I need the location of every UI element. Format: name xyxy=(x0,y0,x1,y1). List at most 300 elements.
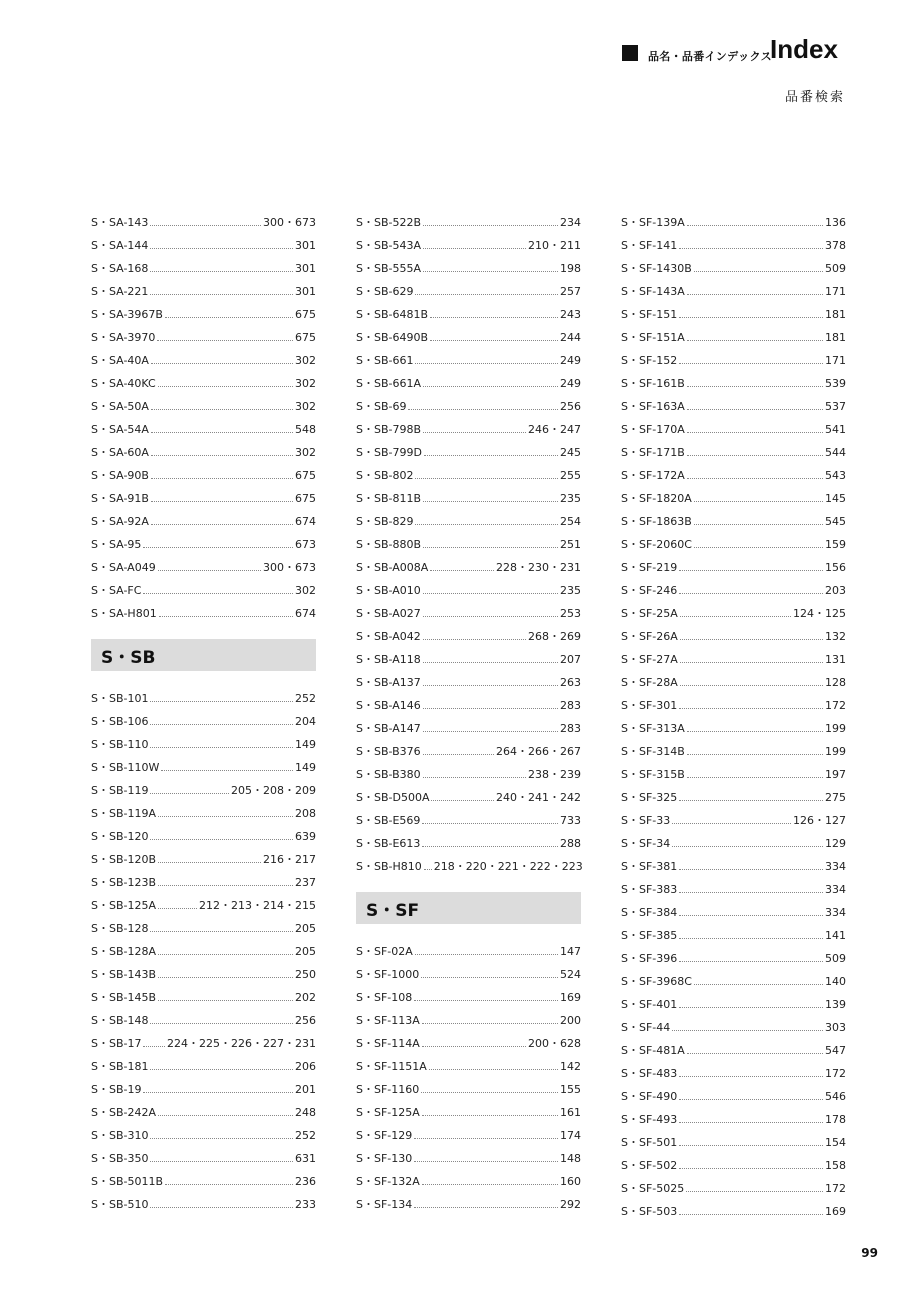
page-reference: 300・673 xyxy=(263,561,316,574)
leader-dots xyxy=(151,409,293,410)
page-reference: 161 xyxy=(560,1106,581,1119)
product-code: S・SA-90B xyxy=(91,469,149,482)
leader-dots xyxy=(415,478,558,479)
index-entry xyxy=(91,391,316,414)
leader-dots xyxy=(694,984,823,985)
page-reference: 203 xyxy=(825,584,846,597)
leader-dots xyxy=(151,478,293,479)
index-entry xyxy=(91,1005,316,1028)
product-code: S・SB-798B xyxy=(356,423,422,436)
page-reference: 243 xyxy=(560,308,581,321)
index-entry xyxy=(356,345,581,368)
product-code: S・SF-381 xyxy=(621,860,678,873)
product-code: S・SF-314B xyxy=(621,745,685,758)
product-code: S・SF-130 xyxy=(356,1152,413,1165)
product-code: S・SF-125A xyxy=(356,1106,420,1119)
leader-dots xyxy=(143,547,293,548)
page-reference: 178 xyxy=(825,1113,846,1126)
leader-dots xyxy=(408,409,558,410)
page-reference: 132 xyxy=(825,630,846,643)
leader-dots xyxy=(151,432,293,433)
product-code: S・SB-143B xyxy=(91,968,157,981)
index-entry xyxy=(621,1150,846,1173)
page-reference: 129 xyxy=(825,837,846,850)
page-reference: 155 xyxy=(560,1083,581,1096)
product-code: S・SF-151A xyxy=(621,331,685,344)
product-code: S・SF-1820A xyxy=(621,492,692,505)
product-code: S・SF-163A xyxy=(621,400,685,413)
leader-dots xyxy=(430,317,558,318)
product-code: S・SF-490 xyxy=(621,1090,678,1103)
product-code: S・SB-120B xyxy=(91,853,157,866)
page-reference: 205 xyxy=(295,922,316,935)
leader-dots xyxy=(150,793,229,794)
page-reference: 544 xyxy=(825,446,846,459)
index-entry xyxy=(356,529,581,552)
product-code: S・SF-129 xyxy=(356,1129,413,1142)
product-code: S・SA-168 xyxy=(91,262,149,275)
product-code: S・SB-799D xyxy=(356,446,422,459)
product-code: S・SB-242A xyxy=(91,1106,157,1119)
index-entry xyxy=(356,1143,581,1166)
page-reference: 301 xyxy=(295,239,316,252)
index-entry xyxy=(91,345,316,368)
product-code: S・SA-60A xyxy=(91,446,149,459)
page-reference: 254 xyxy=(560,515,581,528)
page-reference: 169 xyxy=(560,991,581,1004)
page-reference: 141 xyxy=(825,929,846,942)
page-reference: 235 xyxy=(560,492,581,505)
leader-dots xyxy=(694,547,823,548)
index-entry xyxy=(621,207,846,230)
index-entry xyxy=(356,667,581,690)
leader-dots xyxy=(679,593,823,594)
product-code: S・SA-FC xyxy=(91,584,142,597)
leader-dots xyxy=(423,731,558,732)
index-entry xyxy=(91,1189,316,1212)
leader-dots xyxy=(423,685,558,686)
leader-dots xyxy=(431,800,494,801)
leader-dots xyxy=(687,409,823,410)
page-reference: 201 xyxy=(295,1083,316,1096)
index-entry xyxy=(621,851,846,874)
page-reference: 154 xyxy=(825,1136,846,1149)
product-code: S・SF-1430B xyxy=(621,262,692,275)
page-reference: 264・266・267 xyxy=(496,745,581,758)
index-entry xyxy=(621,805,846,828)
leader-dots xyxy=(158,816,293,817)
leader-dots xyxy=(422,1184,558,1185)
leader-dots xyxy=(672,1030,823,1031)
product-code: S・SB-A008A xyxy=(356,561,429,574)
product-code: S・SA-H801 xyxy=(91,607,157,620)
product-code: S・SB-69 xyxy=(356,400,407,413)
leader-dots xyxy=(150,701,293,702)
product-code: S・SB-101 xyxy=(91,692,149,705)
leader-dots xyxy=(679,1122,823,1123)
product-code: S・SB-B380 xyxy=(356,768,421,781)
page-reference: 171 xyxy=(825,354,846,367)
product-code: S・SA-144 xyxy=(91,239,149,252)
index-entry xyxy=(356,1028,581,1051)
index-entry xyxy=(356,644,581,667)
page-reference: 172 xyxy=(825,1182,846,1195)
index-entry xyxy=(621,391,846,414)
product-code: S・SF-27A xyxy=(621,653,678,666)
page-reference: 509 xyxy=(825,952,846,965)
leader-dots xyxy=(143,593,293,594)
page-reference: 302 xyxy=(295,446,316,459)
leader-dots xyxy=(687,478,823,479)
product-code: S・SB-6490B xyxy=(356,331,429,344)
leader-dots xyxy=(150,747,293,748)
page-reference: 257 xyxy=(560,285,581,298)
index-entry xyxy=(356,575,581,598)
page-reference: 240・241・242 xyxy=(496,791,581,804)
leader-dots xyxy=(158,386,293,387)
leader-dots xyxy=(679,961,823,962)
leader-dots xyxy=(679,248,823,249)
product-code: S・SA-221 xyxy=(91,285,149,298)
index-entry xyxy=(91,1028,316,1051)
index-entry xyxy=(91,529,316,552)
page-reference: 246・247 xyxy=(528,423,581,436)
index-entry xyxy=(621,874,846,897)
page-reference: 204 xyxy=(295,715,316,728)
page-reference: 159 xyxy=(825,538,846,551)
index-entry xyxy=(91,1051,316,1074)
leader-dots xyxy=(165,1184,293,1185)
page-reference: 174 xyxy=(560,1129,581,1142)
page-reference: 301 xyxy=(295,262,316,275)
page-reference: 256 xyxy=(295,1014,316,1027)
page-reference: 252 xyxy=(295,1129,316,1142)
leader-dots xyxy=(430,570,494,571)
product-code: S・SF-401 xyxy=(621,998,678,1011)
index-entry xyxy=(621,506,846,529)
page-reference: 199 xyxy=(825,745,846,758)
page-reference: 197 xyxy=(825,768,846,781)
index-entry xyxy=(356,736,581,759)
page-reference: 244 xyxy=(560,331,581,344)
product-code: S・SB-6481B xyxy=(356,308,429,321)
page-reference: 248 xyxy=(295,1106,316,1119)
product-code: S・SB-A147 xyxy=(356,722,421,735)
leader-dots xyxy=(679,1076,823,1077)
page-reference: 256 xyxy=(560,400,581,413)
page-reference: 249 xyxy=(560,354,581,367)
page-reference: 216・217 xyxy=(263,853,316,866)
product-code: S・SF-114A xyxy=(356,1037,420,1050)
page-reference: 251 xyxy=(560,538,581,551)
product-code: S・SF-151 xyxy=(621,308,678,321)
index-entry xyxy=(356,936,581,959)
page-reference: 149 xyxy=(295,738,316,751)
page-reference: 235 xyxy=(560,584,581,597)
product-code: S・SF-315B xyxy=(621,768,685,781)
leader-dots xyxy=(680,685,823,686)
page-title: Index xyxy=(770,34,838,64)
index-entry xyxy=(356,1097,581,1120)
leader-dots xyxy=(679,938,823,939)
page-reference: 302 xyxy=(295,584,316,597)
index-entry xyxy=(621,552,846,575)
product-code: S・SF-34 xyxy=(621,837,671,850)
product-code: S・SF-3968C xyxy=(621,975,692,988)
leader-dots xyxy=(672,823,791,824)
product-code: S・SF-152 xyxy=(621,354,678,367)
page-reference: 234 xyxy=(560,216,581,229)
product-code: S・SF-141 xyxy=(621,239,678,252)
product-code: S・SF-172A xyxy=(621,469,685,482)
leader-dots xyxy=(423,616,558,617)
leader-dots xyxy=(151,501,293,502)
page-reference: 208 xyxy=(295,807,316,820)
page-reference: 378 xyxy=(825,239,846,252)
page-reference: 268・269 xyxy=(528,630,581,643)
index-entry xyxy=(356,368,581,391)
index-entry xyxy=(621,414,846,437)
index-entry xyxy=(91,276,316,299)
leader-dots xyxy=(423,271,558,272)
leader-dots xyxy=(161,770,293,771)
leader-dots xyxy=(415,294,558,295)
index-entry xyxy=(91,1097,316,1120)
index-entry xyxy=(356,851,581,874)
product-code: S・SB-145B xyxy=(91,991,157,1004)
leader-dots xyxy=(158,954,293,955)
leader-dots xyxy=(150,294,293,295)
index-entry xyxy=(621,920,846,943)
index-entry xyxy=(621,437,846,460)
leader-dots xyxy=(150,724,293,725)
index-entry xyxy=(356,1120,581,1143)
page-reference: 172 xyxy=(825,1067,846,1080)
page-reference: 302 xyxy=(295,400,316,413)
product-code: S・SB-661 xyxy=(356,354,414,367)
index-entry xyxy=(621,575,846,598)
leader-dots xyxy=(687,777,823,778)
page-reference: 238・239 xyxy=(528,768,581,781)
page-reference: 126・127 xyxy=(793,814,846,827)
product-code: S・SF-246 xyxy=(621,584,678,597)
leader-dots xyxy=(422,823,558,824)
product-code: S・SB-E613 xyxy=(356,837,421,850)
leader-dots xyxy=(423,501,558,502)
index-entry xyxy=(621,460,846,483)
index-entry xyxy=(356,437,581,460)
leader-dots xyxy=(423,547,558,548)
page-reference: 275 xyxy=(825,791,846,804)
page-reference: 198 xyxy=(560,262,581,275)
index-entry xyxy=(621,529,846,552)
leader-dots xyxy=(423,777,526,778)
index-entry xyxy=(91,959,316,982)
index-entry xyxy=(356,982,581,1005)
leader-dots xyxy=(679,708,823,709)
leader-dots xyxy=(687,386,823,387)
product-code: S・SB-110 xyxy=(91,738,149,751)
leader-dots xyxy=(679,1099,823,1100)
index-entry xyxy=(621,1081,846,1104)
index-entry xyxy=(91,1143,316,1166)
product-code: S・SB-A027 xyxy=(356,607,421,620)
leader-dots xyxy=(414,1161,558,1162)
leader-dots xyxy=(679,1145,823,1146)
index-entry xyxy=(621,828,846,851)
leader-dots xyxy=(159,616,293,617)
product-code: S・SF-170A xyxy=(621,423,685,436)
page-reference: 250 xyxy=(295,968,316,981)
product-code: S・SB-5011B xyxy=(91,1175,164,1188)
product-code: S・SA-3970 xyxy=(91,331,156,344)
page-reference: 255 xyxy=(560,469,581,482)
page-reference: 546 xyxy=(825,1090,846,1103)
page-reference: 674 xyxy=(295,607,316,620)
index-entry xyxy=(356,959,581,982)
page-reference: 245 xyxy=(560,446,581,459)
product-code: S・SB-19 xyxy=(91,1083,142,1096)
leader-dots xyxy=(680,616,791,617)
index-entry xyxy=(91,1166,316,1189)
page-reference: 205 xyxy=(295,945,316,958)
leader-dots xyxy=(679,800,823,801)
leader-dots xyxy=(158,977,293,978)
page-reference: 139 xyxy=(825,998,846,1011)
index-entry xyxy=(91,575,316,598)
leader-dots xyxy=(143,1046,165,1047)
leader-dots xyxy=(423,432,526,433)
page-reference: 158 xyxy=(825,1159,846,1172)
page-reference: 237 xyxy=(295,876,316,889)
product-code: S・SF-493 xyxy=(621,1113,678,1126)
leader-dots xyxy=(143,1092,293,1093)
index-entry xyxy=(621,1012,846,1035)
product-code: S・SB-811B xyxy=(356,492,422,505)
page-reference: 283 xyxy=(560,699,581,712)
product-code: S・SF-161B xyxy=(621,377,685,390)
product-code: S・SF-384 xyxy=(621,906,678,919)
leader-dots xyxy=(679,1168,823,1169)
index-entry xyxy=(356,1074,581,1097)
product-code: S・SF-33 xyxy=(621,814,671,827)
index-entry xyxy=(621,759,846,782)
product-code: S・SA-54A xyxy=(91,423,149,436)
product-code: S・SF-301 xyxy=(621,699,678,712)
leader-dots xyxy=(687,225,823,226)
product-code: S・SB-661A xyxy=(356,377,422,390)
product-code: S・SF-325 xyxy=(621,791,678,804)
leader-dots xyxy=(679,869,823,870)
product-code: S・SF-219 xyxy=(621,561,678,574)
product-code: S・SB-181 xyxy=(91,1060,149,1073)
index-entry xyxy=(356,207,581,230)
page-reference: 283 xyxy=(560,722,581,735)
index-entry xyxy=(91,368,316,391)
page-reference: 142 xyxy=(560,1060,581,1073)
index-entry xyxy=(621,1104,846,1127)
product-code: S・SB-629 xyxy=(356,285,414,298)
leader-dots xyxy=(150,1069,293,1070)
product-code: S・SF-313A xyxy=(621,722,685,735)
index-entry xyxy=(91,890,316,913)
leader-dots xyxy=(422,1115,558,1116)
index-entry xyxy=(91,867,316,890)
page-reference: 212・213・214・215 xyxy=(199,899,316,912)
page-reference: 207 xyxy=(560,653,581,666)
index-entry xyxy=(91,414,316,437)
product-code: S・SF-143A xyxy=(621,285,685,298)
page-reference: 733 xyxy=(560,814,581,827)
page-reference: 145 xyxy=(825,492,846,505)
page-reference: 300・673 xyxy=(263,216,316,229)
index-column-1 xyxy=(91,207,316,1212)
page-reference: 199 xyxy=(825,722,846,735)
index-entry xyxy=(356,552,581,575)
product-code: S・SB-A118 xyxy=(356,653,421,666)
index-entry xyxy=(91,752,316,775)
leader-dots xyxy=(158,862,261,863)
index-entry xyxy=(621,276,846,299)
leader-dots xyxy=(415,363,558,364)
product-code: S・SF-5025 xyxy=(621,1182,685,1195)
page-reference: 171 xyxy=(825,285,846,298)
page-reference: 252 xyxy=(295,692,316,705)
product-code: S・SF-1000 xyxy=(356,968,420,981)
product-code: S・SF-1160 xyxy=(356,1083,420,1096)
page-reference: 674 xyxy=(295,515,316,528)
product-code: S・SF-02A xyxy=(356,945,413,958)
leader-dots xyxy=(157,340,293,341)
index-entry xyxy=(356,621,581,644)
product-code: S・SB-128 xyxy=(91,922,149,935)
index-entry xyxy=(621,322,846,345)
leader-dots xyxy=(424,869,432,870)
section-heading: S・SB xyxy=(91,639,316,671)
leader-dots xyxy=(150,1138,293,1139)
product-code: S・SF-483 xyxy=(621,1067,678,1080)
page-reference: 124・125 xyxy=(793,607,846,620)
product-code: S・SF-171B xyxy=(621,446,685,459)
index-entry xyxy=(91,844,316,867)
index-entry xyxy=(91,299,316,322)
index-entry xyxy=(621,690,846,713)
leader-dots xyxy=(687,294,823,295)
index-entry xyxy=(91,207,316,230)
product-code: S・SB-A042 xyxy=(356,630,421,643)
product-code: S・SF-503 xyxy=(621,1205,678,1218)
page-reference: 675 xyxy=(295,308,316,321)
index-entry xyxy=(621,1127,846,1150)
page-reference: 639 xyxy=(295,830,316,843)
leader-dots xyxy=(694,271,823,272)
product-code: S・SF-2060C xyxy=(621,538,692,551)
page-reference: 200 xyxy=(560,1014,581,1027)
page-reference: 140 xyxy=(825,975,846,988)
product-code: S・SB-106 xyxy=(91,715,149,728)
leader-dots xyxy=(158,885,293,886)
index-entry xyxy=(356,253,581,276)
product-code: S・SF-385 xyxy=(621,929,678,942)
leader-dots xyxy=(429,1069,558,1070)
leader-dots xyxy=(687,731,823,732)
page-reference: 675 xyxy=(295,469,316,482)
leader-dots xyxy=(687,455,823,456)
product-code: S・SF-134 xyxy=(356,1198,413,1211)
product-code: S・SA-40A xyxy=(91,354,149,367)
product-code: S・SB-110W xyxy=(91,761,160,774)
index-entry xyxy=(91,253,316,276)
